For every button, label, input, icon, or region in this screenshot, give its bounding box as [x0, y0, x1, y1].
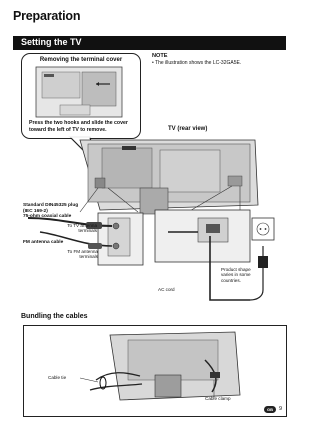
fm-antenna-label [38, 249, 98, 260]
tv-rear-view-label: TV (rear view) [168, 126, 208, 132]
ac-cord-label: AC cord [158, 287, 175, 292]
cable-bundling-image [80, 332, 240, 400]
product-shape-line: varies in some [221, 272, 251, 278]
cable-clamp-icon [210, 372, 220, 378]
callout-tv-image [36, 67, 122, 117]
fm-antenna-label-line: terminals [79, 254, 98, 260]
plug-label-line: 75-ohm coaxial cable [23, 214, 72, 220]
antenna-terminal-closeup [98, 213, 143, 265]
sharp-logo [122, 146, 136, 150]
bundling-title: Bundling the cables [21, 313, 88, 320]
tv-antenna-label-line: To TV antenna [67, 223, 97, 228]
section-title: Setting the TV [21, 37, 82, 47]
language-badge-text: GB [267, 407, 273, 412]
product-shape-note [221, 267, 281, 283]
tv-rear-view-image [80, 140, 258, 214]
callout-title: Removing the terminal cover [39, 57, 123, 63]
tv-antenna-label-line: terminals [78, 228, 97, 234]
page-title: Preparation [13, 9, 81, 23]
fm-cable-label: FM antenna cable [23, 240, 64, 245]
page-number: 9 [279, 406, 283, 412]
product-shape-line: countries. [221, 277, 241, 283]
plug-label-line: Standard DIN45325 plug [23, 203, 79, 208]
plug-label-line: (IEC 169-2) [23, 208, 48, 214]
callout-instruction: Press the two hooks and slide the cover toward the left of TV to remove. [29, 120, 128, 133]
tv-antenna-label [57, 223, 97, 234]
note-text: • The illustration shows the LC-32GA5E. [152, 60, 242, 66]
cable-tie-label: Cable tie [48, 375, 67, 380]
plug-label [23, 203, 78, 220]
wall-socket-icon [252, 218, 274, 240]
product-shape-line: Product shape [221, 267, 251, 272]
fm-antenna-label-line: To FM antenna [67, 249, 98, 254]
note-title: NOTE [152, 53, 168, 59]
cable-clamp-label: Cable clamp [205, 396, 231, 401]
